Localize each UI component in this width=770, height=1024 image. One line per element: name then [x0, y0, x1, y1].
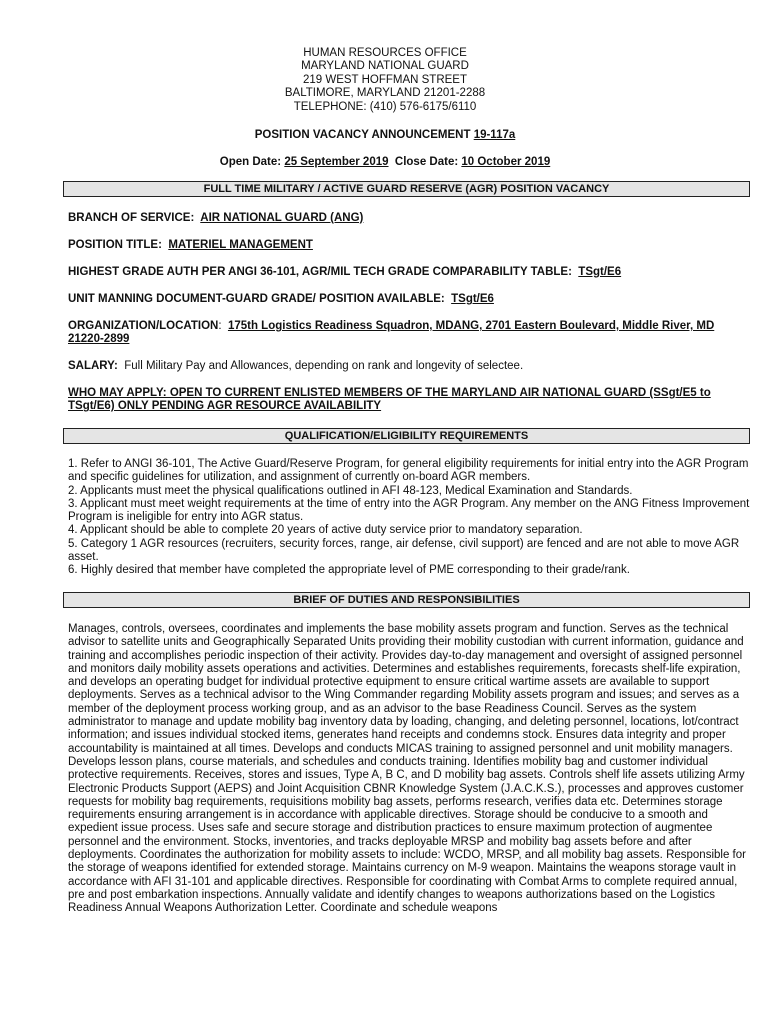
office-address-block: [0, 47, 770, 114]
salary: [68, 360, 748, 373]
announcement-title: [0, 129, 770, 142]
announcement-label: POSITION VACANCY ANNOUNCEMENT: [254, 129, 474, 141]
list-item: 4. Applicant should be able to complete 20 years of active duty service prior to mandatory separation.: [68, 524, 583, 537]
announcement-number: 19-117a: [473, 129, 516, 141]
qualifications-heading: QUALIFICATION/ELIGIBILITY REQUIREMENTS: [63, 428, 750, 444]
duties-paragraph: Manages, controls, oversees, coordinates and implements the base mobility assets program and function. Serves as the technical advisor to satellite units and Geographically Separated Units providing their mobility custodian with current information, guidance and training and accomplishes periodic inspection of their activity. Provides day-to-day management and oversight of assigned personnel and monitors daily mobility assets operations and activities. Determines and establishes requirements, forecasts shelf-life expiration, and develops an operating budget for individual protective equipment to ensure critical wartime assets are available to support deployments. Serves as a technical advisor to the Wing Commander regarding Mobility assets program and issues; and serves as a member of the deployment process working group, and as an advisor to the base Readiness Council. Serves as the system administrator to manage and update mobility bag inventory data by loading, changing, and deleting personnel, locations, lot/contract information; and issues individual stocked items, generates hand receipts and condemns stock. Ensures data integrity and proper accountability is maintained at all times. Develops and conducts MICAS training to assigned personnel and unit mobility managers. Develops lesson plans, course materials, and schedules and conducts training. Identifies mobility bag and customer individual protective requirements. Receives, stores and issues, Type A, B C, and D mobility bag assets. Controls shelf life assets utilizing Army Electronic Products Support (AEPS) and Joint Acquisition CBNR Knowledge System (J.A.C.K.S.), processes and approves customer requests for mobility bag requirements, requisitions mobility bag assets, performs research, verifies data etc. Determines storage requirements ensuring arrangement is in accordance with applicable directives. Storage should be conducive to a smooth and expedient issue process. Uses safe and secure storage and distribution practices to ensure maximum protection of augmentee personnel and the environment. Stocks, inventories, and tracks deployable MRSP and mobility bag assets before and after deployments. Coordinates the authorization for mobility assets to include: WCDO, MRSP, and all mobility bag assets. Responsible for the storage of weapons identified for extended storage. Maintains currency on M-9 weapon. Maintains the weapons storage vault in accordance with AFI 31-101 and applicable directives. Responsible for coordinating with Combat Arms to complete required annual, pre and post embarkation inspections. Annually validate and identify changes to weapons authorizations based on the Logistics Readiness Annual Weapons Authorization Letter. Coordinate and schedule weapons: [68, 623, 746, 915]
open-date-label: Open Date:: [219, 156, 285, 168]
duties-heading: BRIEF OF DUTIES AND RESPONSIBILITIES: [63, 592, 750, 608]
list-item: 2. Applicants must meet the physical qualifications outlined in AFI 48-123, Medical Examination and Standards.: [68, 484, 633, 497]
open-date: 25 September 2019: [284, 156, 389, 168]
branch-of-service: [68, 212, 748, 225]
branch-label: BRANCH OF SERVICE:: [68, 212, 201, 224]
list-item: 1. Refer to ANGI 36-101, The Active Guard/Reserve Program, for general eligibility requirements for initial entry into the AGR Program and specific guidelines for utilization, and assignment of currently on-board AGR members.: [68, 458, 749, 484]
organization-location: [68, 320, 748, 347]
list-item: 3. Applicant must meet weight requirements at the time of entry into the AGR Program. Any member on the ANG Fitness Improvement Program is ineligible for entry into AGR status.: [68, 497, 750, 524]
position-title-value: MATERIEL MANAGEMENT: [168, 239, 313, 251]
unit-manning: [68, 293, 748, 306]
organization-label: ORGANIZATION/LOCATION: [68, 320, 219, 332]
who-may-apply: WHO MAY APPLY: OPEN TO CURRENT ENLISTED MEMBERS OF THE MARYLAND AIR NATIONAL GUARD (SSgt/E5 to TSgt/E6) ONLY PENDING AGR RESOURCE AVAILABILITY: [68, 387, 711, 413]
branch-value: AIR NATIONAL GUARD (ANG): [200, 212, 364, 224]
organization-value: 175th Logistics Readiness Squadron, MDANG, 2701 Eastern Boulevard, Middle River, MD 21220-2899: [68, 320, 715, 346]
highest-grade-label: HIGHEST GRADE AUTH PER ANGI 36-101, AGR/MIL TECH GRADE COMPARABILITY TABLE:: [68, 266, 579, 278]
announcement-dates: [0, 156, 770, 169]
telephone: TELEPHONE: (410) 576-6175/6110: [293, 100, 477, 113]
salary-value: Full Military Pay and Allowances, depending on rank and longevity of selectee.: [124, 360, 524, 372]
highest-grade: [68, 266, 748, 279]
salary-label: SALARY:: [68, 360, 125, 372]
organization-name: MARYLAND NATIONAL GUARD: [301, 60, 469, 73]
vacancy-type-bar: FULL TIME MILITARY / ACTIVE GUARD RESERVE (AGR) POSITION VACANCY: [63, 181, 750, 197]
office-name: HUMAN RESOURCES OFFICE: [303, 47, 467, 59]
qualifications-list: [68, 458, 752, 578]
organization-separator: :: [218, 320, 228, 332]
position-title: [68, 239, 748, 252]
unit-manning-label: UNIT MANNING DOCUMENT-GUARD GRADE/ POSITION AVAILABLE:: [68, 293, 452, 305]
close-date-label: Close Date:: [388, 156, 462, 168]
unit-manning-value: TSgt/E6: [451, 293, 494, 305]
street-address: 219 WEST HOFFMAN STREET: [302, 73, 467, 86]
list-item: 5. Category 1 AGR resources (recruiters, security forces, range, air defense, civil support) are fenced and are not able to move AGR asset.: [68, 537, 740, 564]
position-title-label: POSITION TITLE:: [68, 239, 169, 251]
highest-grade-value: TSgt/E6: [578, 266, 622, 278]
close-date: 10 October 2019: [461, 156, 551, 168]
city-state-zip: BALTIMORE, MARYLAND 21201-2288: [284, 87, 486, 100]
list-item: 6. Highly desired that member have completed the appropriate level of PME corresponding to their grade/rank.: [68, 564, 630, 577]
